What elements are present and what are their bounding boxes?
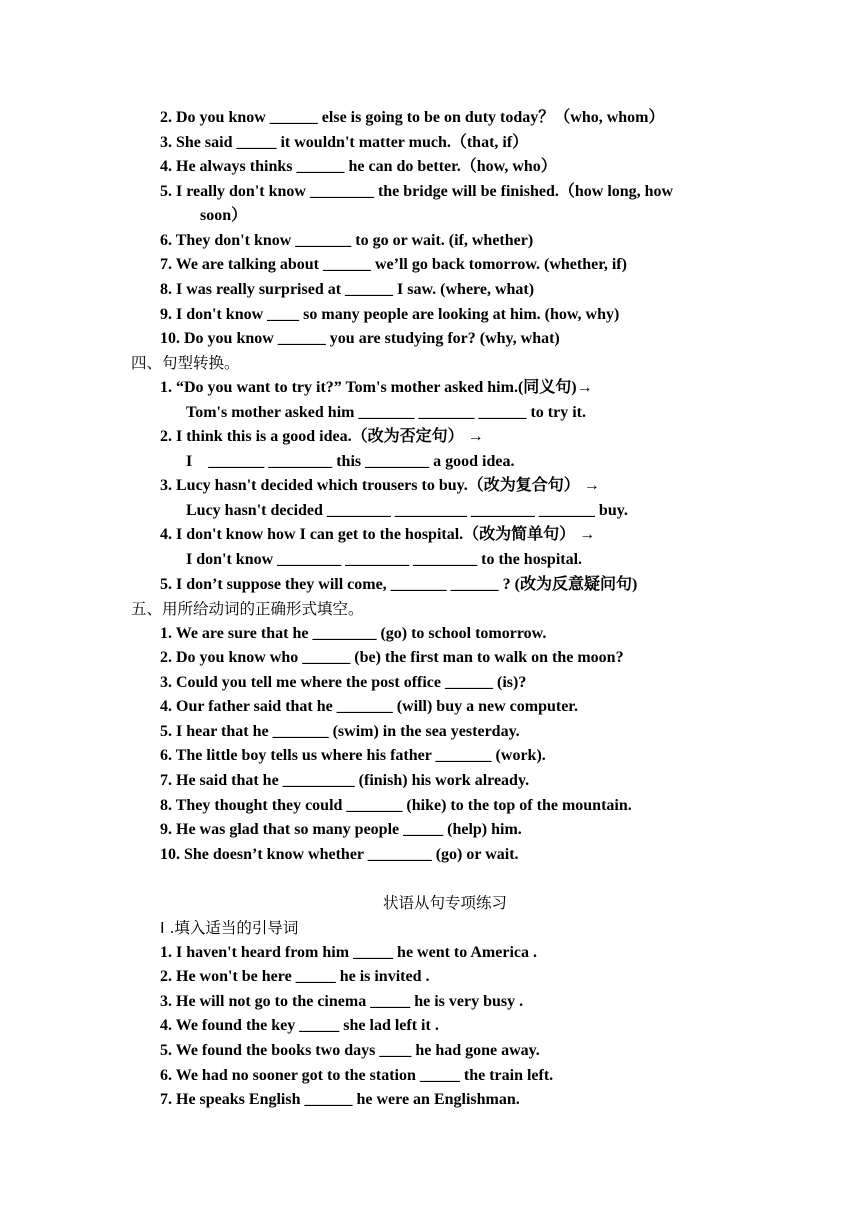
subsection-heading-text: I .填入适当的引导词 <box>160 919 299 937</box>
exercise-item: 4. He always thinks ______ he can do better.（how, who） <box>160 158 557 175</box>
exercise-item: 10. Do you know ______ you are studying for? (why, what) <box>160 330 560 347</box>
exercise-item: 6. We had no sooner got to the station _____ the train left. <box>160 1067 554 1084</box>
exercise-item: 2. He won't be here _____ he is invited . <box>160 968 430 985</box>
section-heading: 五、用所给动词的正确形式填空。 <box>131 600 364 618</box>
exercise-answer-line: I don't know ________ ________ ________ to the hospital. <box>186 551 583 568</box>
exercise-item: 7. He said that he _________ (finish) his work already. <box>160 772 530 789</box>
exercise-item: 1. I haven't heard from him _____ he went to America . <box>160 944 537 961</box>
exercise-item: 4. Our father said that he _______ (will) buy a new computer. <box>160 698 578 715</box>
exercise-item: 3. Lucy hasn't decided which trousers to buy.（改为复合句） → <box>160 477 600 494</box>
section-heading: 四、句型转换。 <box>131 354 240 372</box>
exercise-answer-line: Lucy hasn't decided ________ _________ ________ _______ buy. <box>186 502 628 519</box>
subsection-heading <box>160 918 298 939</box>
exercise-item: 9. He was glad that so many people _____ (help) him. <box>160 821 522 838</box>
exercise-item: 10. She doesn’t know whether ________ (go) or wait. <box>160 846 519 863</box>
exercise-item: 2. Do you know who ______ (be) the first man to walk on the moon? <box>160 649 624 666</box>
exercise-item-continuation: soon） <box>200 207 248 224</box>
exercise-item: 8. I was really surprised at ______ I saw. (where, what) <box>160 281 535 298</box>
exercise-item: 5. I don’t suppose they will come, _______ ______ ? (改为反意疑问句) <box>160 576 638 593</box>
exercise-item: 2. Do you know ______ else is going to be on duty today？（who, whom） <box>160 109 665 126</box>
exercise-answer-line: I _______ ________ this ________ a good idea. <box>186 453 515 470</box>
exercise-item: 7. We are talking about ______ we’ll go back tomorrow. (whether, if) <box>160 256 627 273</box>
exercise-item: 5. I hear that he _______ (swim) in the sea yesterday. <box>160 723 520 740</box>
exercise-item: 6. The little boy tells us where his father _______ (work). <box>160 747 546 764</box>
exercise-item: 6. They don't know _______ to go or wait. (if, whether) <box>160 232 534 249</box>
exercise-item: 4. I don't know how I can get to the hospital.（改为简单句） → <box>160 526 596 543</box>
exercise-item: 1. We are sure that he ________ (go) to school tomorrow. <box>160 625 547 642</box>
exercise-item: 3. She said _____ it wouldn't matter much.（that, if） <box>160 134 529 151</box>
section-title: 状语从句专项练习 <box>382 894 507 912</box>
exercise-item: 8. They thought they could _______ (hike) to the top of the mountain. <box>160 797 632 814</box>
exercise-item: 5. I really don't know ________ the bridge will be finished.（how long, how <box>160 183 674 200</box>
exercise-item: 2. I think this is a good idea.（改为否定句） → <box>160 428 484 445</box>
exercise-item: 3. He will not go to the cinema _____ he is very busy . <box>160 993 524 1010</box>
exercise-item: 7. He speaks English ______ he were an Englishman. <box>160 1091 520 1108</box>
exercise-answer-line: Tom's mother asked him _______ _______ ______ to try it. <box>186 404 586 421</box>
exercise-item: 5. We found the books two days ____ he had gone away. <box>160 1042 540 1059</box>
exercise-item: 4. We found the key _____ she lad left it . <box>160 1017 439 1034</box>
exercise-item: 1. “Do you want to try it?” Tom's mother asked him.(同义句)→ <box>160 379 593 396</box>
exercise-item: 3. Could you tell me where the post office ______ (is)? <box>160 674 527 691</box>
exercise-item: 9. I don't know ____ so many people are looking at him. (how, why) <box>160 306 620 323</box>
